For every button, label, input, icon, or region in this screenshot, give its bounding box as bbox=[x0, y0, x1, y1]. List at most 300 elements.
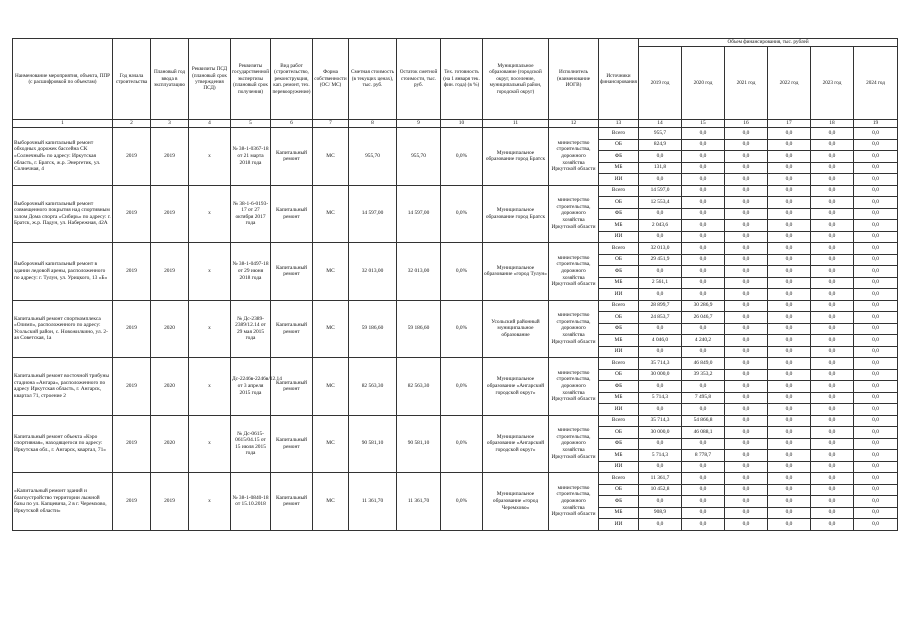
funding-source: МБ bbox=[599, 450, 639, 462]
column-number: 12 bbox=[549, 120, 599, 128]
funding-value: 0,0 bbox=[682, 323, 725, 335]
estimate-value: 14 597,00 bbox=[349, 185, 397, 243]
work-type: Капитальный ремонт bbox=[271, 128, 313, 186]
funding-value: 46 849,0 bbox=[682, 358, 725, 370]
funding-value: 0,0 bbox=[811, 128, 854, 140]
funding-source: Всего bbox=[599, 415, 639, 427]
remaining-value: 59 186,60 bbox=[397, 300, 441, 358]
year-start: 2019 bbox=[113, 243, 151, 301]
funding-value: 0,0 bbox=[682, 496, 725, 508]
column-number: 19 bbox=[854, 120, 898, 128]
funding-value: 0,0 bbox=[768, 369, 811, 381]
funding-value: 0,0 bbox=[854, 335, 898, 347]
funding-source: Всего bbox=[599, 300, 639, 312]
header-ownership: Форма собственности (ОС/ МС) bbox=[313, 39, 349, 120]
funding-value: 0,0 bbox=[811, 473, 854, 485]
funding-value: 0,0 bbox=[854, 254, 898, 266]
funding-value: 0,0 bbox=[725, 289, 768, 301]
header-year-2021: 2021 год bbox=[725, 47, 768, 120]
expertise-requisites: Дс-2246в-2246в/12.14 от 3 апреля 2015 года bbox=[231, 358, 271, 416]
funding-value: 0,0 bbox=[682, 139, 725, 151]
funding-value: 0,0 bbox=[725, 277, 768, 289]
funding-value: 0,0 bbox=[811, 484, 854, 496]
column-number: 4 bbox=[189, 120, 231, 128]
funding-value: 0,0 bbox=[682, 461, 725, 473]
funding-source: ФБ bbox=[599, 438, 639, 450]
funding-value: 0,0 bbox=[854, 415, 898, 427]
funding-value: 0,0 bbox=[854, 450, 898, 462]
readiness-value: 0,0% bbox=[441, 243, 483, 301]
funding-value: 0,0 bbox=[811, 220, 854, 232]
year-plan: 2020 bbox=[151, 300, 189, 358]
object-name: Выборочный капитальный ремонт совмещенного покрытия над спортивным залом Дома спорта «Сибирь» по адресу: г. Братск, ж.р. Падун, ул. Набережная, 42А bbox=[13, 185, 113, 243]
funding-value: 0,0 bbox=[768, 266, 811, 278]
funding-value: 28 899,7 bbox=[639, 300, 682, 312]
expertise-requisites: № 38-1-0367-18 от 21 марта 2018 года bbox=[231, 128, 271, 186]
funding-value: 0,0 bbox=[768, 323, 811, 335]
funding-value: 0,0 bbox=[725, 197, 768, 209]
funding-value: 0,0 bbox=[768, 162, 811, 174]
funding-value: 0,0 bbox=[854, 139, 898, 151]
funding-source: ФБ bbox=[599, 266, 639, 278]
funding-source: МБ bbox=[599, 507, 639, 519]
funding-source: ОБ bbox=[599, 312, 639, 324]
funding-value: 0,0 bbox=[682, 208, 725, 220]
funding-value: 0,0 bbox=[854, 197, 898, 209]
municipality: Муниципальное образование «город Тулун» bbox=[483, 243, 549, 301]
funding-value: 0,0 bbox=[811, 289, 854, 301]
funding-value: 0,0 bbox=[682, 185, 725, 197]
work-type: Капитальный ремонт bbox=[271, 358, 313, 416]
funding-value: 0,0 bbox=[639, 151, 682, 163]
funding-source: Всего bbox=[599, 358, 639, 370]
table-row bbox=[13, 415, 898, 427]
estimate-value: 82 563,30 bbox=[349, 358, 397, 416]
header-sources: Источники финансирования bbox=[599, 39, 639, 120]
funding-value: 0,0 bbox=[768, 231, 811, 243]
funding-value: 8 778,7 bbox=[682, 450, 725, 462]
funding-source: ОБ bbox=[599, 369, 639, 381]
table-row bbox=[13, 185, 898, 197]
funding-source: МБ bbox=[599, 277, 639, 289]
funding-value: 14 597,0 bbox=[639, 185, 682, 197]
funding-value: 0,0 bbox=[811, 335, 854, 347]
ownership: МС bbox=[313, 128, 349, 186]
funding-value: 0,0 bbox=[854, 208, 898, 220]
funding-value: 0,0 bbox=[682, 174, 725, 186]
header-year-2022: 2022 год bbox=[768, 47, 811, 120]
funding-value: 0,0 bbox=[725, 243, 768, 255]
funding-value: 0,0 bbox=[811, 312, 854, 324]
funding-value: 12 553,4 bbox=[639, 197, 682, 209]
funding-value: 0,0 bbox=[854, 289, 898, 301]
column-number: 14 bbox=[639, 120, 682, 128]
funding-value: 0,0 bbox=[725, 450, 768, 462]
remaining-value: 32 013,00 bbox=[397, 243, 441, 301]
work-type: Капитальный ремонт bbox=[271, 415, 313, 473]
funding-value: 0,0 bbox=[768, 312, 811, 324]
funding-value: 39 353,2 bbox=[682, 369, 725, 381]
table-row bbox=[13, 358, 898, 370]
remaining-value: 14 597,00 bbox=[397, 185, 441, 243]
funding-value: 0,0 bbox=[811, 266, 854, 278]
funding-value: 0,0 bbox=[811, 450, 854, 462]
psd-requisites: х bbox=[189, 358, 231, 416]
municipality: Муниципальное образование «Ангарский городской округ» bbox=[483, 415, 549, 473]
funding-value: 0,0 bbox=[725, 266, 768, 278]
funding-value: 0,0 bbox=[725, 312, 768, 324]
funding-value: 0,0 bbox=[639, 208, 682, 220]
funding-value: 30 000,0 bbox=[639, 369, 682, 381]
funding-value: 0,0 bbox=[854, 266, 898, 278]
column-number: 2 bbox=[113, 120, 151, 128]
funding-value: 0,0 bbox=[725, 392, 768, 404]
year-start: 2019 bbox=[113, 128, 151, 186]
year-plan: 2019 bbox=[151, 473, 189, 531]
funding-value: 0,0 bbox=[854, 496, 898, 508]
funding-value: 0,0 bbox=[725, 151, 768, 163]
funding-value: 0,0 bbox=[768, 392, 811, 404]
executor: министерство строительства, дорожного хозяйства Иркутской области bbox=[549, 243, 599, 301]
year-plan: 2020 bbox=[151, 415, 189, 473]
year-start: 2019 bbox=[113, 415, 151, 473]
funding-value: 0,0 bbox=[639, 519, 682, 531]
header-year-2019: 2019 год bbox=[639, 47, 682, 120]
funding-source: ФБ bbox=[599, 496, 639, 508]
funding-value: 0,0 bbox=[854, 461, 898, 473]
funding-value: 0,0 bbox=[768, 254, 811, 266]
table-header bbox=[13, 39, 898, 128]
funding-value: 0,0 bbox=[854, 128, 898, 140]
funding-value: 0,0 bbox=[725, 300, 768, 312]
funding-value: 0,0 bbox=[725, 139, 768, 151]
ownership: МС bbox=[313, 358, 349, 416]
funding-value: 0,0 bbox=[811, 139, 854, 151]
municipality: Муниципальное образование город Братск bbox=[483, 128, 549, 186]
year-start: 2019 bbox=[113, 185, 151, 243]
funding-value: 0,0 bbox=[811, 358, 854, 370]
estimate-value: 59 186,60 bbox=[349, 300, 397, 358]
year-start: 2019 bbox=[113, 300, 151, 358]
funding-value: 0,0 bbox=[854, 243, 898, 255]
funding-value: 0,0 bbox=[854, 300, 898, 312]
funding-value: 0,0 bbox=[768, 438, 811, 450]
readiness-value: 0,0% bbox=[441, 358, 483, 416]
funding-value: 0,0 bbox=[854, 404, 898, 416]
column-number: 7 bbox=[313, 120, 349, 128]
funding-value: 0,0 bbox=[682, 507, 725, 519]
funding-value: 0,0 bbox=[854, 369, 898, 381]
table-row bbox=[13, 243, 898, 255]
estimate-value: 11 361,70 bbox=[349, 473, 397, 531]
funding-value: 0,0 bbox=[682, 438, 725, 450]
column-number: 15 bbox=[682, 120, 725, 128]
table-row bbox=[13, 473, 898, 485]
funding-source: Всего bbox=[599, 185, 639, 197]
header-year-2020: 2020 год bbox=[682, 47, 725, 120]
funding-value: 0,0 bbox=[811, 519, 854, 531]
header-executor: Исполнитель (наименование ИОГВ) bbox=[549, 39, 599, 120]
header-year-2023: 2023 год bbox=[811, 47, 854, 120]
funding-value: 0,0 bbox=[768, 346, 811, 358]
funding-source: МБ bbox=[599, 335, 639, 347]
header-volume: Объем финансирования, тыс. рублей bbox=[639, 39, 898, 47]
executor: министерство строительства, дорожного хозяйства Иркутской области bbox=[549, 415, 599, 473]
funding-value: 0,0 bbox=[768, 139, 811, 151]
funding-source: МБ bbox=[599, 220, 639, 232]
psd-requisites: х bbox=[189, 128, 231, 186]
executor: министерство строительства, дорожного хозяйства Иркутской области bbox=[549, 300, 599, 358]
funding-value: 0,0 bbox=[768, 404, 811, 416]
funding-value: 30 000,0 bbox=[639, 427, 682, 439]
funding-value: 0,0 bbox=[811, 243, 854, 255]
funding-value: 0,0 bbox=[682, 381, 725, 393]
funding-source: Всего bbox=[599, 473, 639, 485]
funding-value: 0,0 bbox=[811, 496, 854, 508]
executor: министерство строительства, дорожного хозяйства Иркутской области bbox=[549, 128, 599, 186]
funding-value: 0,0 bbox=[768, 496, 811, 508]
column-number: 1 bbox=[13, 120, 113, 128]
funding-source: ФБ bbox=[599, 381, 639, 393]
funding-value: 2 561,1 bbox=[639, 277, 682, 289]
funding-source: ИИ bbox=[599, 519, 639, 531]
funding-value: 0,0 bbox=[768, 220, 811, 232]
psd-requisites: х bbox=[189, 300, 231, 358]
funding-value: 0,0 bbox=[768, 151, 811, 163]
municipality: Муниципальное образование «Ангарский городской округ» bbox=[483, 358, 549, 416]
ownership: МС bbox=[313, 185, 349, 243]
funding-value: 0,0 bbox=[811, 507, 854, 519]
executor: министерство строительства, дорожного хозяйства Иркутской области bbox=[549, 358, 599, 416]
funding-value: 0,0 bbox=[811, 300, 854, 312]
funding-value: 2 043,6 bbox=[639, 220, 682, 232]
funding-value: 0,0 bbox=[639, 438, 682, 450]
remaining-value: 955,70 bbox=[397, 128, 441, 186]
financing-table bbox=[12, 38, 898, 531]
funding-value: 0,0 bbox=[768, 277, 811, 289]
municipality: Муниципальное образование город Братск bbox=[483, 185, 549, 243]
funding-value: 0,0 bbox=[682, 243, 725, 255]
funding-value: 0,0 bbox=[854, 162, 898, 174]
funding-value: 0,0 bbox=[854, 484, 898, 496]
funding-source: ИИ bbox=[599, 346, 639, 358]
funding-value: 0,0 bbox=[768, 461, 811, 473]
funding-value: 4 046,0 bbox=[639, 335, 682, 347]
funding-value: 0,0 bbox=[854, 381, 898, 393]
funding-value: 0,0 bbox=[725, 220, 768, 232]
funding-value: 5 714,3 bbox=[639, 392, 682, 404]
funding-value: 0,0 bbox=[768, 519, 811, 531]
expertise-requisites: № Дс-0615-0615/04.15 от 15 июля 2015 года bbox=[231, 415, 271, 473]
funding-value: 46 088,1 bbox=[682, 427, 725, 439]
funding-value: 0,0 bbox=[854, 507, 898, 519]
header-expertise-requisites: Реквизиты государственной экспертизы (плановый срок получения) bbox=[231, 39, 271, 120]
funding-value: 0,0 bbox=[854, 519, 898, 531]
funding-value: 0,0 bbox=[639, 346, 682, 358]
funding-source: Всего bbox=[599, 243, 639, 255]
funding-value: 0,0 bbox=[768, 358, 811, 370]
year-plan: 2019 bbox=[151, 128, 189, 186]
funding-value: 0,0 bbox=[725, 438, 768, 450]
funding-value: 0,0 bbox=[725, 231, 768, 243]
funding-value: 0,0 bbox=[768, 128, 811, 140]
readiness-value: 0,0% bbox=[441, 185, 483, 243]
funding-value: 0,0 bbox=[768, 197, 811, 209]
funding-value: 0,0 bbox=[682, 254, 725, 266]
funding-value: 0,0 bbox=[811, 231, 854, 243]
column-number: 18 bbox=[811, 120, 854, 128]
funding-value: 0,0 bbox=[811, 197, 854, 209]
year-plan: 2019 bbox=[151, 185, 189, 243]
funding-source: ИИ bbox=[599, 289, 639, 301]
readiness-value: 0,0% bbox=[441, 128, 483, 186]
funding-value: 0,0 bbox=[854, 346, 898, 358]
funding-value: 0,0 bbox=[854, 358, 898, 370]
header-name: Наименование мероприятия, объекта, ППР (с расшифровкой по объектам) bbox=[13, 39, 113, 120]
funding-value: 0,0 bbox=[811, 346, 854, 358]
psd-requisites: х bbox=[189, 243, 231, 301]
funding-value: 32 013,0 bbox=[639, 243, 682, 255]
funding-source: ИИ bbox=[599, 231, 639, 243]
funding-value: 0,0 bbox=[768, 300, 811, 312]
funding-value: 0,0 bbox=[811, 254, 854, 266]
funding-source: МБ bbox=[599, 162, 639, 174]
header-psd-requisites: Реквизиты ПСД (плановый срок утверждения ПСД) bbox=[189, 39, 231, 120]
funding-value: 0,0 bbox=[682, 197, 725, 209]
funding-value: 30 286,9 bbox=[682, 300, 725, 312]
funding-value: 0,0 bbox=[639, 231, 682, 243]
funding-value: 131,8 bbox=[639, 162, 682, 174]
ownership: МС bbox=[313, 415, 349, 473]
ownership: МС bbox=[313, 243, 349, 301]
table-row bbox=[13, 128, 898, 140]
funding-value: 0,0 bbox=[811, 369, 854, 381]
funding-source: ИИ bbox=[599, 174, 639, 186]
funding-value: 0,0 bbox=[682, 277, 725, 289]
funding-value: 0,0 bbox=[768, 415, 811, 427]
remaining-value: 11 361,70 bbox=[397, 473, 441, 531]
funding-value: 0,0 bbox=[811, 174, 854, 186]
readiness-value: 0,0% bbox=[441, 415, 483, 473]
estimate-value: 955,70 bbox=[349, 128, 397, 186]
funding-value: 0,0 bbox=[639, 496, 682, 508]
funding-value: 0,0 bbox=[768, 427, 811, 439]
readiness-value: 0,0% bbox=[441, 300, 483, 358]
object-name: Капитальный ремонт восточной трибуны стадиона «Ангара», расположенного по адресу Иркутская область, г. Ангарск, квартал 71, строение 2 bbox=[13, 358, 113, 416]
funding-value: 0,0 bbox=[682, 404, 725, 416]
table-body bbox=[13, 128, 898, 531]
ownership: МС bbox=[313, 473, 349, 531]
funding-value: 0,0 bbox=[682, 289, 725, 301]
funding-value: 0,0 bbox=[854, 427, 898, 439]
funding-value: 0,0 bbox=[682, 346, 725, 358]
funding-value: 0,0 bbox=[725, 335, 768, 347]
funding-value: 0,0 bbox=[639, 381, 682, 393]
column-number: 9 bbox=[397, 120, 441, 128]
funding-value: 0,0 bbox=[725, 208, 768, 220]
psd-requisites: х bbox=[189, 415, 231, 473]
funding-value: 0,0 bbox=[811, 381, 854, 393]
funding-value: 11 361,7 bbox=[639, 473, 682, 485]
funding-source: ОБ bbox=[599, 254, 639, 266]
funding-source: ОБ bbox=[599, 427, 639, 439]
funding-value: 0,0 bbox=[725, 128, 768, 140]
ownership: МС bbox=[313, 300, 349, 358]
funding-value: 0,0 bbox=[854, 277, 898, 289]
funding-value: 0,0 bbox=[639, 461, 682, 473]
funding-value: 0,0 bbox=[682, 162, 725, 174]
column-number: 17 bbox=[768, 120, 811, 128]
funding-value: 0,0 bbox=[639, 266, 682, 278]
funding-value: 0,0 bbox=[682, 473, 725, 485]
header-year-start: Год начала строительства bbox=[113, 39, 151, 120]
funding-value: 0,0 bbox=[682, 220, 725, 232]
column-number: 6 bbox=[271, 120, 313, 128]
object-name: Выборочный капитальный ремонт обходных дорожек бассейна СК «Солнечный» по адресу: Иркутская область, г. Братск, ж.р. Энергетик, ул. Солнечная, 4 bbox=[13, 128, 113, 186]
expertise-requisites: № 38-1-6-0193-17 от 27 октября 2017 года bbox=[231, 185, 271, 243]
funding-source: ФБ bbox=[599, 323, 639, 335]
expertise-requisites: № 38-1-0497-18 от 29 июня 2018 года bbox=[231, 243, 271, 301]
funding-value: 0,0 bbox=[768, 185, 811, 197]
funding-source: Всего bbox=[599, 128, 639, 140]
funding-value: 0,0 bbox=[811, 427, 854, 439]
funding-value: 0,0 bbox=[768, 381, 811, 393]
funding-value: 7 495,8 bbox=[682, 392, 725, 404]
funding-value: 0,0 bbox=[854, 231, 898, 243]
work-type: Капитальный ремонт bbox=[271, 243, 313, 301]
year-plan: 2019 bbox=[151, 243, 189, 301]
funding-value: 0,0 bbox=[811, 461, 854, 473]
funding-value: 0,0 bbox=[725, 507, 768, 519]
year-start: 2019 bbox=[113, 358, 151, 416]
funding-value: 0,0 bbox=[768, 174, 811, 186]
municipality: Усольский районный муниципальное образование bbox=[483, 300, 549, 358]
funding-source: ФБ bbox=[599, 208, 639, 220]
funding-value: 29 451,9 bbox=[639, 254, 682, 266]
funding-value: 0,0 bbox=[725, 162, 768, 174]
funding-value: 0,0 bbox=[725, 484, 768, 496]
header-municipality: Муниципальное образование (городской округ, поселение, муниципальный район, городской округ) bbox=[483, 39, 549, 120]
expertise-requisites: № 38-1-0840-18 от 15.10.2018 bbox=[231, 473, 271, 531]
header-estimate: Сметная стоимость (в текущих ценах), тыс. руб. bbox=[349, 39, 397, 120]
object-name: Выборочный капитальный ремонт в здании ледовой арены, расположенного по адресу: г. Тулун, ул. Урицкого, 13 «Б» bbox=[13, 243, 113, 301]
funding-value: 4 240,2 bbox=[682, 335, 725, 347]
column-number: 16 bbox=[725, 120, 768, 128]
remaining-value: 82 563,30 bbox=[397, 358, 441, 416]
funding-value: 0,0 bbox=[725, 346, 768, 358]
funding-value: 0,0 bbox=[854, 323, 898, 335]
funding-value: 0,0 bbox=[768, 208, 811, 220]
year-plan: 2020 bbox=[151, 358, 189, 416]
column-number: 11 bbox=[483, 120, 549, 128]
funding-value: 0,0 bbox=[725, 473, 768, 485]
funding-value: 908,9 bbox=[639, 507, 682, 519]
funding-value: 0,0 bbox=[854, 312, 898, 324]
executor: министерство строительства, дорожного хозяйства Иркутской области bbox=[549, 185, 599, 243]
funding-value: 0,0 bbox=[725, 427, 768, 439]
funding-value: 0,0 bbox=[811, 185, 854, 197]
column-numbers-row bbox=[13, 120, 898, 128]
funding-value: 0,0 bbox=[811, 208, 854, 220]
object-name: Капитальный ремонт спорткомплекса «Олимп», расположенного по адресу: Усольский район, с. Новожилкино, ул. 2-ая Советская, 1а bbox=[13, 300, 113, 358]
funding-value: 0,0 bbox=[682, 519, 725, 531]
funding-value: 10 452,8 bbox=[639, 484, 682, 496]
funding-value: 0,0 bbox=[811, 392, 854, 404]
funding-value: 5 714,3 bbox=[639, 450, 682, 462]
object-name: Капитальный ремонт объекта «Кэро спортивная», находящегося по адресу: Иркутская обл., г. Ангарск, квартал, 71» bbox=[13, 415, 113, 473]
header-readiness: Тех. готовность (на 1 января тек. фин. года) (в %) bbox=[441, 39, 483, 120]
funding-source: ОБ bbox=[599, 139, 639, 151]
